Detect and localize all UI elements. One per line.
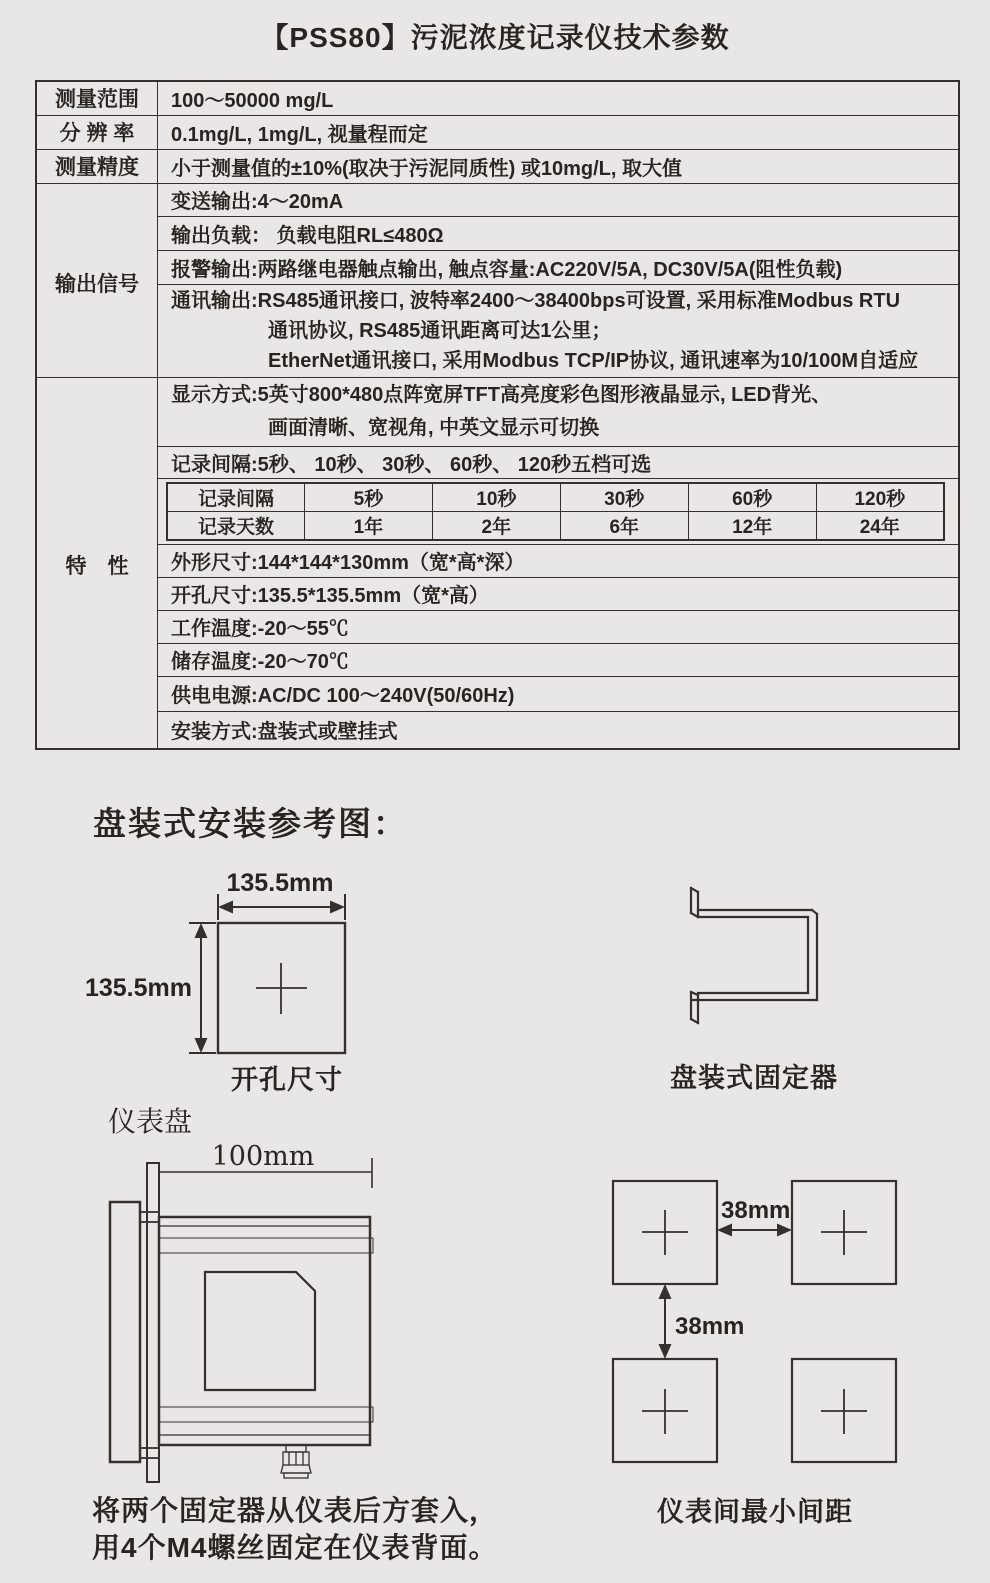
table-row (36, 216, 959, 250)
meter-body (159, 1217, 370, 1445)
cutout-width-arrow (218, 894, 345, 920)
table-row (36, 446, 959, 478)
spec-value-comm (158, 284, 960, 377)
meter-spacing-diagram (600, 1160, 910, 1470)
record-cell: 12年 (688, 511, 816, 540)
record-cell: 记录天数 (167, 511, 304, 540)
spec-value: 储存温度:-20～70℃ (158, 643, 960, 676)
record-cell: 6年 (560, 511, 688, 540)
comm-line: 通讯协议, RS485通讯距离可达1公里； (268, 319, 612, 342)
spec-label-output-group: 输出信号 (36, 183, 158, 377)
center-cross-mark (256, 963, 307, 1014)
spec-value: 外形尺寸:144*144*130mm（宽*高*深） (158, 544, 960, 577)
spec-value: 变送输出:4～20mA (158, 183, 960, 216)
fixture-bar-bottom (159, 1407, 373, 1422)
vertical-spacing-arrow (659, 1284, 672, 1359)
table-row (36, 676, 959, 711)
record-cell: 1年 (304, 511, 432, 540)
spec-label: 测量精度 (36, 149, 158, 183)
record-cell: 120秒 (816, 483, 944, 512)
cable-gland (281, 1445, 311, 1478)
meter-depth-dimension-label: 100mm (211, 1141, 315, 1172)
panel-wall-hatched (147, 1163, 159, 1482)
cutout-height-arrow (189, 923, 216, 1053)
horizontal-spacing-arrow (717, 1224, 792, 1237)
meter-side-view-diagram (80, 1140, 400, 1485)
cutout-caption: 开孔尺寸 (231, 1065, 343, 1095)
table-row (36, 544, 959, 577)
panel-label: 仪表盘 (108, 1105, 193, 1138)
record-table (166, 482, 945, 541)
table-row (36, 149, 959, 183)
table-row (36, 577, 959, 610)
comm-line: 通讯输出:RS485通讯接口, 波特率2400～38400bps可设置, 采用标准Modbus RTU (171, 289, 901, 312)
spec-value: 记录间隔:5秒、 10秒、 30秒、 60秒、 120秒五档可选 (158, 446, 960, 478)
record-cell: 30秒 (560, 483, 688, 512)
spec-value-display (158, 377, 960, 446)
table-row (36, 711, 959, 749)
vertical-spacing-label: 38mm (675, 1313, 745, 1340)
horizontal-spacing-label: 38mm (721, 1197, 791, 1224)
bracket-drawing (660, 870, 860, 1040)
installation-note (92, 1492, 498, 1566)
table-row (36, 610, 959, 643)
spec-label-feature-group: 特 性 (36, 377, 158, 749)
table-row (36, 81, 959, 115)
bezel-clamp-tab (140, 1448, 159, 1458)
cutout-height-dimension-label: 135.5mm (84, 974, 192, 1002)
bezel-clamp-tab (140, 1212, 159, 1222)
spec-value: 供电电源:AC/DC 100～240V(50/60Hz) (158, 676, 960, 711)
table-row (36, 377, 959, 446)
spec-label: 测量范围 (36, 81, 158, 115)
record-cell: 60秒 (688, 483, 816, 512)
record-cell: 24年 (816, 511, 944, 540)
spec-table (35, 80, 960, 750)
fixture-bar-top (159, 1238, 373, 1253)
record-days-row (167, 511, 944, 540)
cutout-width-dimension-label: 135.5mm (226, 869, 334, 897)
spec-value: 小于测量值的±10%(取决于污泥同质性) 或10mg/L, 取大值 (158, 149, 960, 183)
spec-value: 开孔尺寸:135.5*135.5mm（宽*高） (158, 577, 960, 610)
table-row (36, 115, 959, 149)
record-cell: 2年 (432, 511, 560, 540)
record-table-cell (158, 478, 960, 544)
meter-front-bezel (110, 1202, 140, 1462)
spacing-caption: 仪表间最小间距 (657, 1497, 853, 1527)
spec-value: 输出负载： 负载电阻RL≤480Ω (158, 216, 960, 250)
comm-line: EtherNet通讯接口, 采用Modbus TCP/IP协议, 通讯速率为10/100M自适应 (268, 349, 919, 372)
record-cell: 10秒 (432, 483, 560, 512)
display-line: 显示方式:5英寸800*480点阵宽屏TFT高亮度彩色图形液晶显示, LED背光、 (171, 383, 832, 406)
meter-body-edge-lines (159, 1226, 370, 1435)
table-row (36, 250, 959, 284)
table-row (36, 284, 959, 377)
display-line: 画面清晰、宽视角, 中英文显示可切换 (268, 416, 600, 439)
spec-value: 安装方式:盘装式或壁挂式 (158, 711, 960, 749)
table-row (36, 478, 959, 544)
spec-value: 100～50000 mg/L (158, 81, 960, 115)
note-line: 将两个固定器从仪表后方套入， (92, 1495, 499, 1526)
record-cell: 5秒 (304, 483, 432, 512)
table-row (36, 643, 959, 676)
page-title: 【PSS80】污泥浓度记录仪技术参数 (260, 22, 730, 53)
section-title: 盘装式安装参考图： (93, 805, 408, 842)
spec-value: 报警输出:两路继电器触点输出, 触点容量:AC220V/5A, DC30V/5A(阻性负载) (158, 250, 960, 284)
record-interval-row (167, 483, 944, 512)
table-row (36, 183, 959, 216)
spec-value: 工作温度:-20～55℃ (158, 610, 960, 643)
record-cell: 记录间隔 (167, 483, 304, 512)
spec-label: 分 辨 率 (36, 115, 158, 149)
spec-value: 0.1mg/L, 1mg/L, 视量程而定 (158, 115, 960, 149)
bracket-lines (691, 888, 817, 1023)
bracket-caption: 盘装式固定器 (670, 1063, 838, 1093)
note-line: 用4个M4螺丝固定在仪表背面。 (92, 1532, 498, 1563)
terminal-module (205, 1272, 315, 1390)
